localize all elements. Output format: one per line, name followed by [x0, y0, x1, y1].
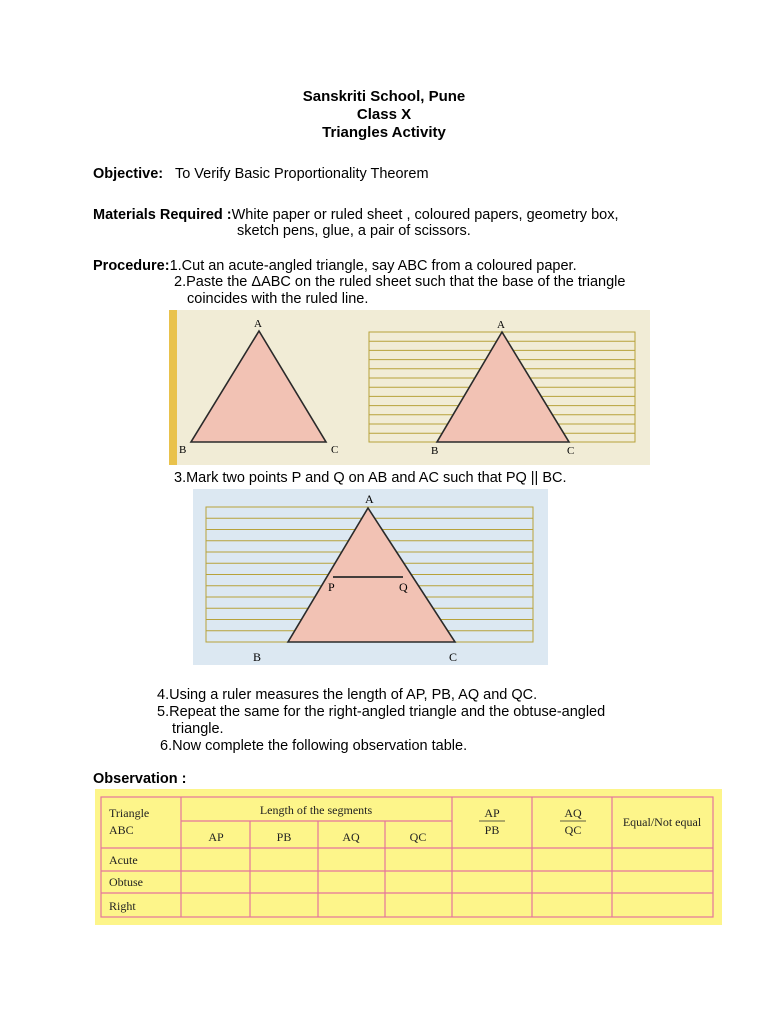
observation-table [95, 789, 722, 925]
objective-text: To Verify Basic Proportionality Theorem [174, 166, 429, 182]
header-abc: ABC [109, 823, 134, 837]
ratio-aq-numerator: AQ [564, 806, 582, 820]
point-q-label: Q [399, 580, 408, 594]
procedure-step-1: 1.Cut an acute-angled triangle, say ABC from a coloured paper. [169, 258, 577, 274]
procedure-step-3: 3.Mark two points P and Q on AB and AC such that PQ || BC. [174, 470, 567, 486]
activity-title: Triangles Activity [322, 124, 446, 141]
vertex-b-label: B [431, 445, 439, 457]
figure-triangle-with-pq [193, 489, 548, 665]
materials-line-1: White paper or ruled sheet , coloured papers, geometry box, [231, 207, 619, 223]
point-p-label: P [328, 580, 335, 594]
vertex-c-label: C [331, 444, 339, 456]
header-qc: QC [409, 830, 427, 844]
materials-line-2: sketch pens, glue, a pair of scissors. [237, 223, 471, 239]
ratio-pb-denominator: PB [484, 823, 500, 837]
header-equal-not-equal: Equal/Not equal [622, 815, 702, 829]
figure-triangle-on-ruled-sheet [169, 310, 650, 465]
observation-label: Observation : [93, 771, 187, 787]
header-triangle: Triangle [109, 806, 150, 820]
ratio-ap-numerator: AP [484, 806, 500, 820]
header-length-segments: Length of the segments [259, 803, 373, 817]
vertex-c-label: C [567, 445, 575, 457]
vertex-b-label: B [179, 444, 187, 456]
vertex-c-label: C [449, 650, 458, 664]
row-obtuse: Obtuse [109, 875, 143, 889]
procedure-step-5: 5.Repeat the same for the right-angled triangle and the obtuse-angled [157, 704, 606, 720]
row-right: Right [109, 899, 136, 913]
materials-label: Materials Required : [93, 207, 232, 223]
vertex-a-label: A [254, 318, 262, 330]
objective-row [93, 166, 429, 183]
row-acute: Acute [109, 853, 138, 867]
vertex-b-label: B [253, 650, 262, 664]
procedure-step-2-cont: coincides with the ruled line. [187, 291, 369, 307]
procedure-step-6: 6.Now complete the following observation table. [160, 738, 468, 754]
procedure-step-4: 4.Using a ruler measures the length of AP, PB, AQ and QC. [157, 687, 538, 703]
materials-row [93, 207, 618, 224]
ratio-qc-denominator: QC [564, 823, 582, 837]
procedure-step-2: 2.Paste the ΔABC on the ruled sheet such that the base of the triangle [174, 274, 626, 290]
objective-label: Objective: [93, 166, 164, 182]
header-ap: AP [208, 830, 224, 844]
class-label: Class X [356, 106, 412, 123]
vertex-a-label: A [365, 492, 374, 506]
procedure-row [93, 258, 577, 275]
header-pb: PB [276, 830, 292, 844]
school-name: Sanskriti School, Pune [302, 88, 466, 105]
procedure-label: Procedure: [93, 258, 170, 274]
header-aq: AQ [342, 830, 360, 844]
vertex-a-label: A [497, 319, 505, 331]
procedure-step-5-cont: triangle. [172, 721, 224, 737]
